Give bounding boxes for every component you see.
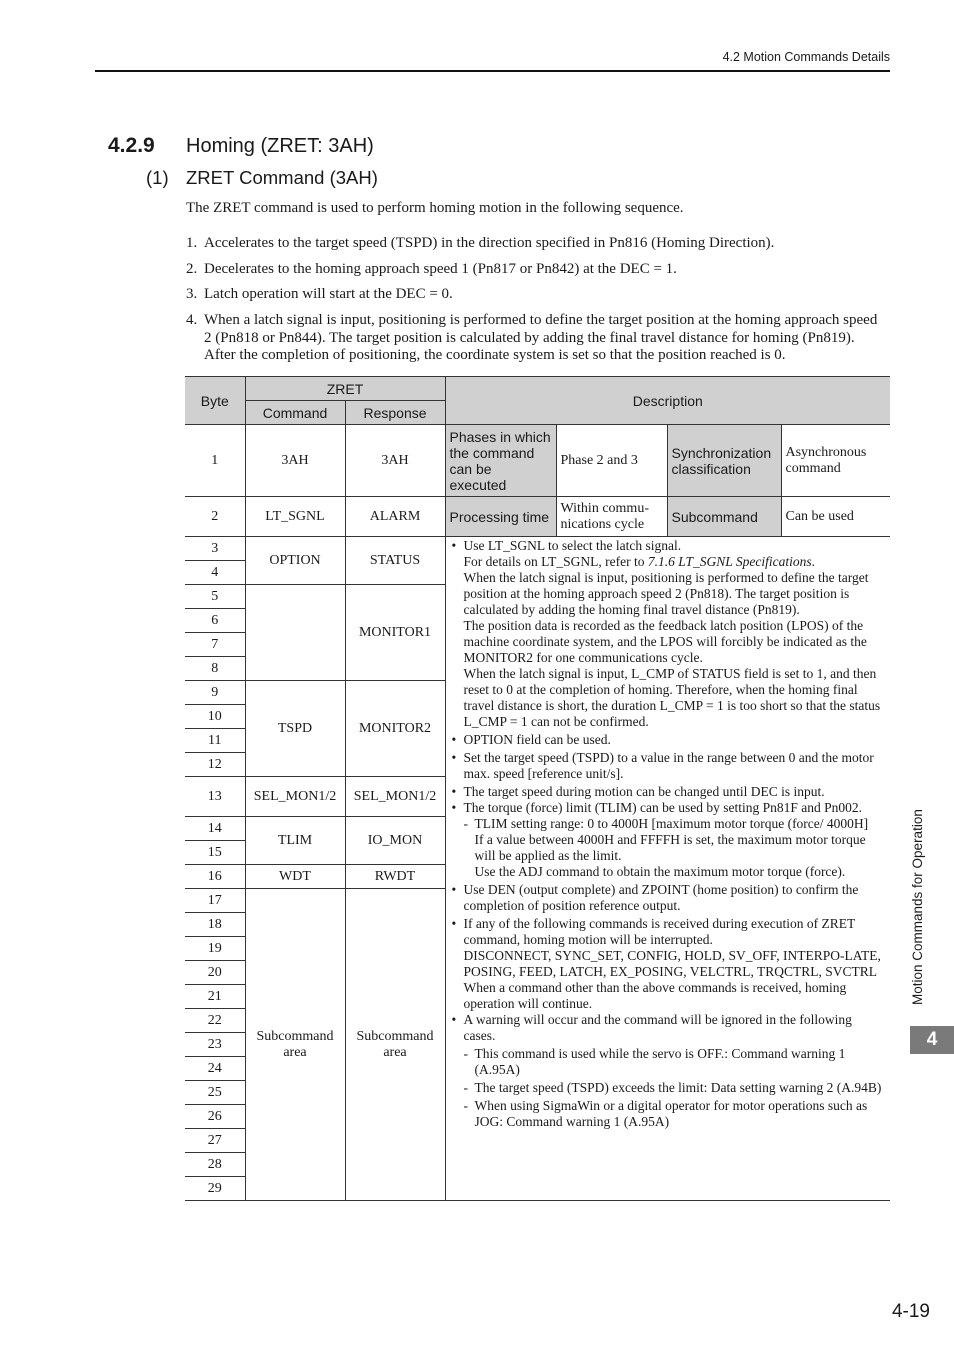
command-cell: TLIM xyxy=(245,817,345,865)
byte-cell: 2 xyxy=(185,497,245,537)
chapter-tab: 4 xyxy=(910,1026,954,1054)
byte-cell: 20 xyxy=(185,961,245,985)
page-number: 4-19 xyxy=(891,1301,930,1322)
byte-cell: 3 xyxy=(185,537,245,561)
desc-bullet: • Use DEN (output complete) and ZPOINT (home position) to confirm the completion of position reference output. xyxy=(450,882,887,914)
subsection-number: (1) xyxy=(146,167,169,188)
byte-cell: 17 xyxy=(185,889,245,913)
byte-cell: 9 xyxy=(185,681,245,705)
command-cell: OPTION xyxy=(245,537,345,585)
step-item xyxy=(186,235,886,253)
subsection-title: ZRET Command (3AH) xyxy=(186,167,378,188)
desc-dash-item: - The target speed (TSPD) exceeds the limit: Data setting warning 2 (A.94B) xyxy=(450,1080,887,1096)
description-cell xyxy=(445,537,890,1201)
step-number: 2. xyxy=(186,261,198,277)
byte-cell: 18 xyxy=(185,913,245,937)
byte-cell: 12 xyxy=(185,753,245,777)
step-text: Decelerates to the homing approach speed 1 (Pn817 or Pn842) at the DEC = 1. xyxy=(204,261,677,277)
response-cell: STATUS xyxy=(345,537,445,585)
response-cell: Subcommand area xyxy=(345,889,445,1201)
byte-cell: 7 xyxy=(185,633,245,657)
byte-cell: 4 xyxy=(185,561,245,585)
subcommand-value: Can be used xyxy=(781,497,890,537)
processing-value: Within commu-nications cycle xyxy=(556,497,667,537)
header-response: Response xyxy=(345,401,445,425)
sync-label: Synchronization classification xyxy=(667,425,781,497)
command-cell: TSPD xyxy=(245,681,345,777)
desc-bullet: • OPTION field can be used. xyxy=(450,732,887,748)
desc-dash-item: - This command is used while the servo is OFF.: Command warning 1 (A.95A) xyxy=(450,1046,887,1078)
processing-label: Processing time xyxy=(445,497,556,537)
command-cell: SEL_MON1/2 xyxy=(245,777,345,817)
byte-cell: 24 xyxy=(185,1057,245,1081)
desc-bullet: • The torque (force) limit (TLIM) can be used by setting Pn81F and Pn002. xyxy=(450,800,887,816)
byte-cell: 11 xyxy=(185,729,245,753)
desc-dash-item: - When using SigmaWin or a digital operator for motor operations such as JOG: Command warning 1 (A.95A) xyxy=(450,1098,887,1130)
command-cell-empty xyxy=(245,585,345,681)
header-rule xyxy=(95,70,890,72)
byte-cell: 29 xyxy=(185,1177,245,1201)
desc-bullet: • The target speed during motion can be changed until DEC is input. xyxy=(450,784,887,800)
byte-cell: 8 xyxy=(185,657,245,681)
header-zret: ZRET xyxy=(245,377,445,401)
byte-cell: 15 xyxy=(185,841,245,865)
step-item xyxy=(186,312,886,365)
cross-reference-link[interactable]: 7.1.6 LT_SGNL Specifications xyxy=(647,554,812,569)
zret-command-table xyxy=(185,376,890,1201)
response-cell: MONITOR1 xyxy=(345,585,445,681)
response-cell: SEL_MON1/2 xyxy=(345,777,445,817)
running-header: 4.2 Motion Commands Details xyxy=(722,50,890,64)
command-cell: Subcommand area xyxy=(245,889,345,1201)
subcommand-label: Subcommand xyxy=(667,497,781,537)
command-cell: 3AH xyxy=(245,425,345,497)
byte-cell: 5 xyxy=(185,585,245,609)
byte-cell: 27 xyxy=(185,1129,245,1153)
response-cell: IO_MON xyxy=(345,817,445,865)
byte-cell: 22 xyxy=(185,1009,245,1033)
byte-cell: 28 xyxy=(185,1153,245,1177)
byte-cell: 16 xyxy=(185,865,245,889)
byte-cell: 1 xyxy=(185,425,245,497)
response-cell: RWDT xyxy=(345,865,445,889)
byte-cell: 14 xyxy=(185,817,245,841)
byte-cell: 25 xyxy=(185,1081,245,1105)
desc-bullet: • Use LT_SGNL to select the latch signal. For details on LT_SGNL, refer to 7.1.6 LT_SGNL Specifications. When the latch signal is input, positioning is performed to define the target position at the homing approach speed 2 (Pn818). The target position is calculated by adding the homing final travel distance (Pn819). The position data is recorded as the feedback latch position (LPOS) of the machine coordinate system, and the LPOS will forcibly be indicated as the MONITOR2 for one communications cycle. When the latch signal is input, L_CMP of STATUS field is set to 1, and then reset to 0 at the completion of homing. Therefore, when the homing final travel distance is short, the duration L_CMP = 1 is too short so that the status L_CMP = 1 can not be confirmed. xyxy=(450,538,887,730)
header-byte: Byte xyxy=(185,377,245,425)
step-number: 3. xyxy=(186,286,198,302)
response-cell: ALARM xyxy=(345,497,445,537)
header-command: Command xyxy=(245,401,345,425)
byte-cell: 10 xyxy=(185,705,245,729)
byte-cell: 23 xyxy=(185,1033,245,1057)
intro-paragraph: The ZRET command is used to perform homing motion in the following sequence. xyxy=(186,200,684,216)
step-text: When a latch signal is input, positioning is performed to define the target position at the homing approach speed 2 (Pn818 or Pn844). The target position is calculated by adding the final travel distance for homing (Pn819). After the completion of positioning, the coordinate system is set so that the position reached is 0. xyxy=(204,312,878,363)
sync-value: Asynchronous command xyxy=(781,425,890,497)
step-item xyxy=(186,286,886,304)
byte-cell: 6 xyxy=(185,609,245,633)
step-number: 4. xyxy=(186,312,198,328)
header-description: Description xyxy=(445,377,890,425)
step-item xyxy=(186,261,886,279)
desc-bullet: • If any of the following commands is received during execution of ZRET command, homing motion will be interrupted. DISCONNECT, SYNC_SET, CONFIG, HOLD, SV_OFF, INTERPO-LATE, POSING, FEED, LATCH, EX_POSING, VELCTRL, TRQCTRL, SVCTRL When a command other than the above commands is received, homing operation will continue. xyxy=(450,916,887,1012)
step-text: Accelerates to the target speed (TSPD) in the direction specified in Pn816 (Homing Direction). xyxy=(204,235,775,251)
step-number: 1. xyxy=(186,235,198,251)
byte-cell: 13 xyxy=(185,777,245,817)
chapter-side-label: Motion Commands for Operation xyxy=(910,809,925,1005)
desc-bullet: • A warning will occur and the command will be ignored in the following cases. xyxy=(450,1012,887,1044)
byte-cell: 19 xyxy=(185,937,245,961)
command-cell: WDT xyxy=(245,865,345,889)
phases-label: Phases in which the command can be executed xyxy=(445,425,556,497)
byte-cell: 26 xyxy=(185,1105,245,1129)
response-cell: 3AH xyxy=(345,425,445,497)
command-cell: LT_SGNL xyxy=(245,497,345,537)
response-cell: MONITOR2 xyxy=(345,681,445,777)
phases-value: Phase 2 and 3 xyxy=(556,425,667,497)
step-text: Latch operation will start at the DEC = 0. xyxy=(204,286,453,302)
section-number: 4.2.9 xyxy=(108,134,155,157)
desc-dash-item: - TLIM setting range: 0 to 4000H [maximum motor torque (force/ 4000H] If a value between 4000H and FFFFH is set, the maximum motor torque will be applied as the limit. Use the ADJ command to obtain the maximum motor torque (force). xyxy=(450,816,887,880)
desc-bullet: • Set the target speed (TSPD) to a value in the range between 0 and the motor max. speed [reference unit/s]. xyxy=(450,750,887,782)
byte-cell: 21 xyxy=(185,985,245,1009)
section-title: Homing (ZRET: 3AH) xyxy=(186,135,374,157)
